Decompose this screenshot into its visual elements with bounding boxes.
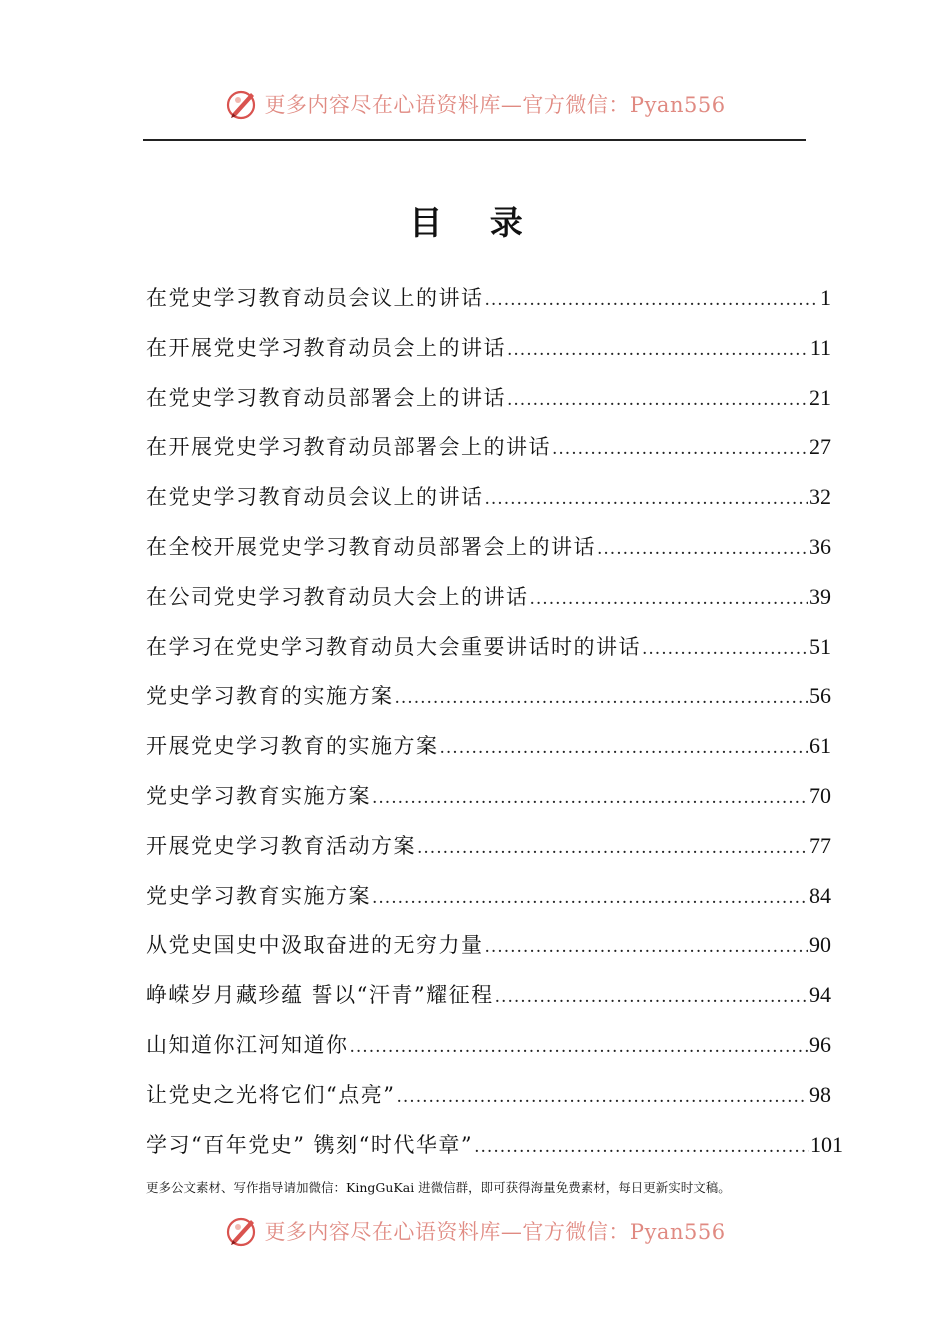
toc-entry-title: 党史学习教育实施方案 bbox=[146, 783, 371, 808]
header-rule bbox=[143, 139, 806, 141]
page-title: 目 录 bbox=[409, 203, 541, 242]
toc-entry-page: 51 bbox=[809, 633, 831, 659]
toc-leader-dots bbox=[395, 678, 809, 718]
toc-leader-dots bbox=[396, 1077, 808, 1117]
toc-leader-dots bbox=[474, 1127, 809, 1167]
toc-leader-dots bbox=[485, 927, 809, 967]
toc-leader-dots bbox=[485, 479, 809, 519]
toc-leader-dots bbox=[507, 330, 809, 370]
table-of-contents bbox=[146, 278, 843, 1174]
toc-entry-page: 56 bbox=[809, 683, 831, 709]
toc-entry-title: 党史学习教育实施方案 bbox=[146, 883, 371, 908]
toc-leader-dots bbox=[507, 380, 808, 420]
toc-entry[interactable] bbox=[146, 278, 831, 328]
toc-entry[interactable] bbox=[146, 328, 831, 378]
toc-entry-page: 84 bbox=[809, 882, 831, 908]
toc-entry-title: 峥嵘岁月藏珍蕴 誓以“汗青”耀征程 bbox=[146, 983, 494, 1008]
toc-leader-dots bbox=[530, 579, 809, 619]
toc-entry-title: 学习“百年党史” 镌刻“时代华章” bbox=[146, 1132, 474, 1157]
toc-entry[interactable] bbox=[146, 577, 831, 627]
toc-leader-dots bbox=[350, 1027, 809, 1067]
toc-entry-page: 39 bbox=[809, 583, 831, 609]
toc-entry-page: 96 bbox=[809, 1031, 831, 1057]
toc-entry-page: 70 bbox=[809, 782, 831, 808]
toc-entry[interactable] bbox=[146, 826, 831, 876]
toc-entry-title: 在党史学习教育动员会议上的讲话 bbox=[146, 286, 484, 310]
toc-entry[interactable] bbox=[146, 477, 831, 527]
toc-entry-title: 在党史学习教育动员部署会上的讲话 bbox=[146, 385, 506, 410]
pen-logo-icon bbox=[224, 86, 260, 122]
toc-entry[interactable] bbox=[146, 676, 831, 726]
toc-entry[interactable] bbox=[146, 378, 831, 428]
toc-entry-title: 在开展党史学习教育动员部署会上的讲话 bbox=[146, 435, 551, 460]
toc-entry[interactable] bbox=[146, 427, 831, 477]
toc-entry-title: 在全校开展党史学习教育动员部署会上的讲话 bbox=[146, 534, 596, 559]
toc-entry[interactable] bbox=[146, 627, 831, 677]
toc-entry-page: 101 bbox=[810, 1131, 843, 1157]
toc-entry-title: 从党史国史中汲取奋进的无穷力量 bbox=[146, 933, 484, 958]
toc-entry-page: 90 bbox=[809, 932, 831, 958]
toc-leader-dots bbox=[597, 529, 808, 569]
toc-entry-page: 61 bbox=[809, 733, 831, 759]
toc-entry-title: 开展党史学习教育的实施方案 bbox=[146, 734, 439, 759]
toc-entry[interactable] bbox=[146, 776, 831, 826]
toc-entry-page: 27 bbox=[809, 434, 831, 460]
toc-entry[interactable] bbox=[146, 975, 831, 1025]
banner-text: 更多内容尽在心语资料库—官方微信：Pyan556 bbox=[264, 1220, 726, 1244]
toc-entry-page: 1 bbox=[820, 285, 831, 310]
toc-leader-dots bbox=[417, 828, 808, 868]
toc-leader-dots bbox=[495, 977, 808, 1017]
toc-entry-title: 在公司党史学习教育动员大会上的讲话 bbox=[146, 584, 529, 609]
toc-entry-page: 21 bbox=[809, 384, 831, 410]
toc-leader-dots bbox=[552, 429, 808, 469]
toc-leader-dots bbox=[372, 878, 808, 918]
toc-entry-page: 98 bbox=[809, 1081, 831, 1107]
toc-entry-title: 山知道你江河知道你 bbox=[146, 1032, 349, 1057]
toc-entry-page: 32 bbox=[809, 484, 831, 510]
toc-entry-page: 36 bbox=[809, 533, 831, 559]
toc-entry[interactable] bbox=[146, 876, 831, 926]
toc-entry[interactable] bbox=[146, 925, 831, 975]
toc-entry-page: 77 bbox=[809, 832, 831, 858]
pen-logo-icon bbox=[224, 1213, 260, 1249]
toc-entry-title: 在党史学习教育动员会议上的讲话 bbox=[146, 485, 484, 510]
toc-entry-page: 11 bbox=[809, 334, 831, 360]
toc-entry-title: 在学习在党史学习教育动员大会重要讲话时的讲话 bbox=[146, 634, 641, 659]
toc-entry-page: 94 bbox=[809, 982, 831, 1008]
toc-entry[interactable] bbox=[146, 726, 831, 776]
toc-leader-dots bbox=[372, 778, 808, 818]
toc-entry-title: 党史学习教育的实施方案 bbox=[146, 684, 394, 709]
toc-entry-title: 在开展党史学习教育动员会上的讲话 bbox=[146, 335, 506, 360]
toc-entry[interactable] bbox=[146, 1125, 843, 1175]
header-banner bbox=[0, 84, 950, 124]
footer-banner bbox=[0, 1211, 950, 1251]
toc-entry[interactable] bbox=[146, 1075, 831, 1125]
toc-entry[interactable] bbox=[146, 1025, 831, 1075]
toc-entry-title: 开展党史学习教育活动方案 bbox=[146, 833, 416, 858]
toc-leader-dots bbox=[485, 280, 820, 320]
toc-leader-dots bbox=[642, 629, 808, 669]
toc-entry-title: 让党史之光将它们“点亮” bbox=[146, 1082, 396, 1107]
banner-text: 更多内容尽在心语资料库—官方微信：Pyan556 bbox=[264, 93, 726, 117]
toc-leader-dots bbox=[440, 728, 809, 768]
footnote: 更多公文素材、写作指导请加微信：KingGuKai 进微信群，即可获得海量免费素材，每日更新实时文稿。 bbox=[146, 1180, 731, 1195]
toc-entry[interactable] bbox=[146, 527, 831, 577]
